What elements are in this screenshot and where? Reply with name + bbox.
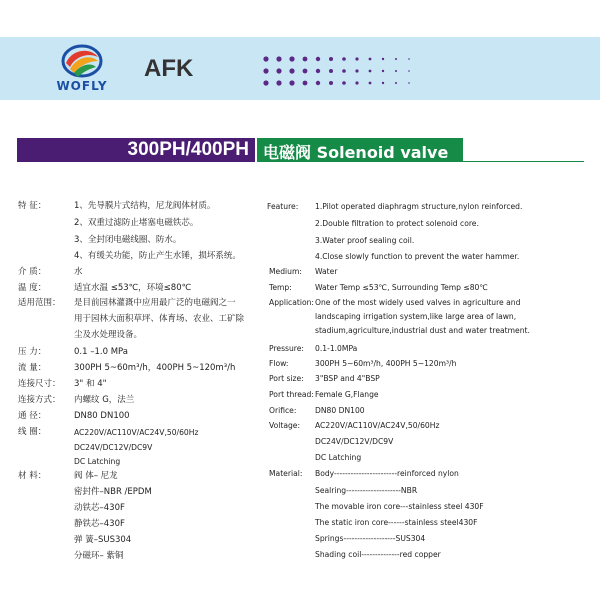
en-material-label: Material: [269,469,303,478]
brand-name: AFK [144,55,194,82]
en-voltage-line: DC24V/DC12V/DC9V [315,437,394,446]
cn-port-thread-label: 连接方式： [18,395,61,405]
cn-port-size-value: 3" 和 4" [74,379,107,389]
en-port-size-value: 3"BSP and 4"BSP [315,374,380,383]
cn-application-line: 尘及水处理设备。 [74,330,143,340]
cn-voltage-line: DC Latching [74,457,121,466]
cn-material-line: 弹 簧–SUS304 [74,535,132,545]
en-feature-line: 3.Water proof sealing coil. [315,236,415,245]
en-material-line: The movable iron core---stainless steel 430F [315,502,484,511]
title-underline [463,161,584,162]
cn-pressure-label: 压 力： [18,347,47,357]
cn-application-line: 是目前园林灌溉中应用最广泛的电磁阀之一 [74,298,236,308]
en-temp-label: Temp: [269,283,292,292]
cn-feature-line: 3、全封闭电磁线圈、防水。 [74,235,182,245]
en-port-thread-value: Female G,Flange [315,390,379,399]
title-model-box [17,138,255,162]
cn-application-line: 用于园林大面积草坪、体育场、农业、工矿除 [74,314,245,324]
cn-medium-label: 介 质： [18,267,47,277]
cn-feature-line: 2、双重过滤防止堵塞电磁铁芯。 [74,218,199,228]
en-orifice-value: DN80 DN100 [315,406,365,415]
cn-feature-label: 特 征： [18,201,47,211]
en-flow-value: 300PH 5~60m³/h, 400PH 5~120m³/h [315,359,457,368]
en-feature-line: 2.Double filtration to protect solenoid core. [315,219,479,228]
en-port-size-label: Port size: [269,374,304,383]
cn-feature-line: 1、先导膜片式结构，尼龙阀体材质。 [74,201,216,211]
cn-orifice-value: DN80 DN100 [74,411,130,421]
product-name: 电磁阀 Solenoid valve [263,143,449,162]
cn-material-line: 分磁环– 紫铜 [74,551,124,561]
en-port-thread-label: Port thread: [269,390,314,399]
cn-flow-value: 300PH 5~60m³/h，400PH 5~120m³/h [74,363,236,373]
cn-material-line: 阀 体– 尼龙 [74,471,118,481]
title-name-box [257,138,463,162]
en-application-line: landscaping irrigation system,like large area of lawn, [315,312,517,321]
cn-material-label: 材 料： [18,471,47,481]
header-band [0,37,600,100]
en-voltage-line: AC220V/AC110V/AC24V,50/60Hz [315,421,440,430]
title-bar [17,138,584,162]
cn-material-line: 密封件–NBR /EPDM [74,487,152,497]
en-application-line: One of the most widely used valves in agriculture and [315,298,521,307]
cn-feature-line: 4、有缓关功能，防止产生水锤，损坏系统。 [74,251,241,261]
cn-port-size-label: 连接尺寸： [18,379,61,389]
cn-application-label: 适用范围： [18,298,61,308]
en-material-line: Sealring--------------------NBR [315,486,418,495]
en-application-label: Application: [269,298,314,307]
cn-port-thread-value: 内螺纹 G，法兰 [74,395,135,405]
en-temp-value: Water Temp ≤53℃, Surrounding Temp ≤80℃ [315,283,488,292]
cn-medium-value: 水 [74,267,83,277]
en-pressure-value: 0.1-1.0MPa [315,344,358,353]
model-title: 300PH/400PH [127,139,249,160]
en-application-line: stadium,agriculture,industrial dust and water treatment. [315,326,530,335]
cn-temp-label: 温 度： [18,283,47,293]
en-material-line: Shading coil--------------red copper [315,550,441,559]
cn-material-line: 动铁芯–430F [74,503,125,513]
cn-voltage-label: 线 圈： [18,427,47,437]
en-material-line: Body-----------------------reinforced nylon [315,469,459,478]
cn-temp-value: 适宜水温 ≤53℃，环境≤80℃ [74,283,192,293]
en-flow-label: Flow: [269,359,289,368]
logo-text: WOFLY [56,79,108,93]
en-feature-line: 4.Close slowly function to prevent the water hammer. [315,252,520,261]
cn-flow-label: 流 量： [18,363,47,373]
en-voltage-label: Voltage: [269,421,301,430]
en-material-line: The static iron core------stainless steel430F [315,518,478,527]
cn-material-line: 静铁芯–430F [74,519,125,529]
logo-emblem-icon [60,43,104,81]
cn-voltage-line: DC24V/DC12V/DC9V [74,443,153,452]
en-feature-line: 1.Pilot operated diaphragm structure,nylon reinforced. [315,202,523,211]
cn-voltage-line: AC220V/AC110V/AC24V,50/60Hz [74,428,199,437]
cn-orifice-label: 通 径： [18,411,47,421]
en-voltage-line: DC Latching [315,453,362,462]
en-medium-label: Medium: [269,267,302,276]
en-medium-value: Water [315,267,338,276]
decorative-dots [262,55,422,91]
wofly-logo [46,43,118,95]
cn-pressure-value: 0.1 –1.0 MPa [74,347,128,357]
en-feature-label: Feature: [267,202,299,211]
en-material-line: Springs-------------------SUS304 [315,534,426,543]
en-pressure-label: Pressure: [269,344,304,353]
en-orifice-label: Orifice: [269,406,297,415]
